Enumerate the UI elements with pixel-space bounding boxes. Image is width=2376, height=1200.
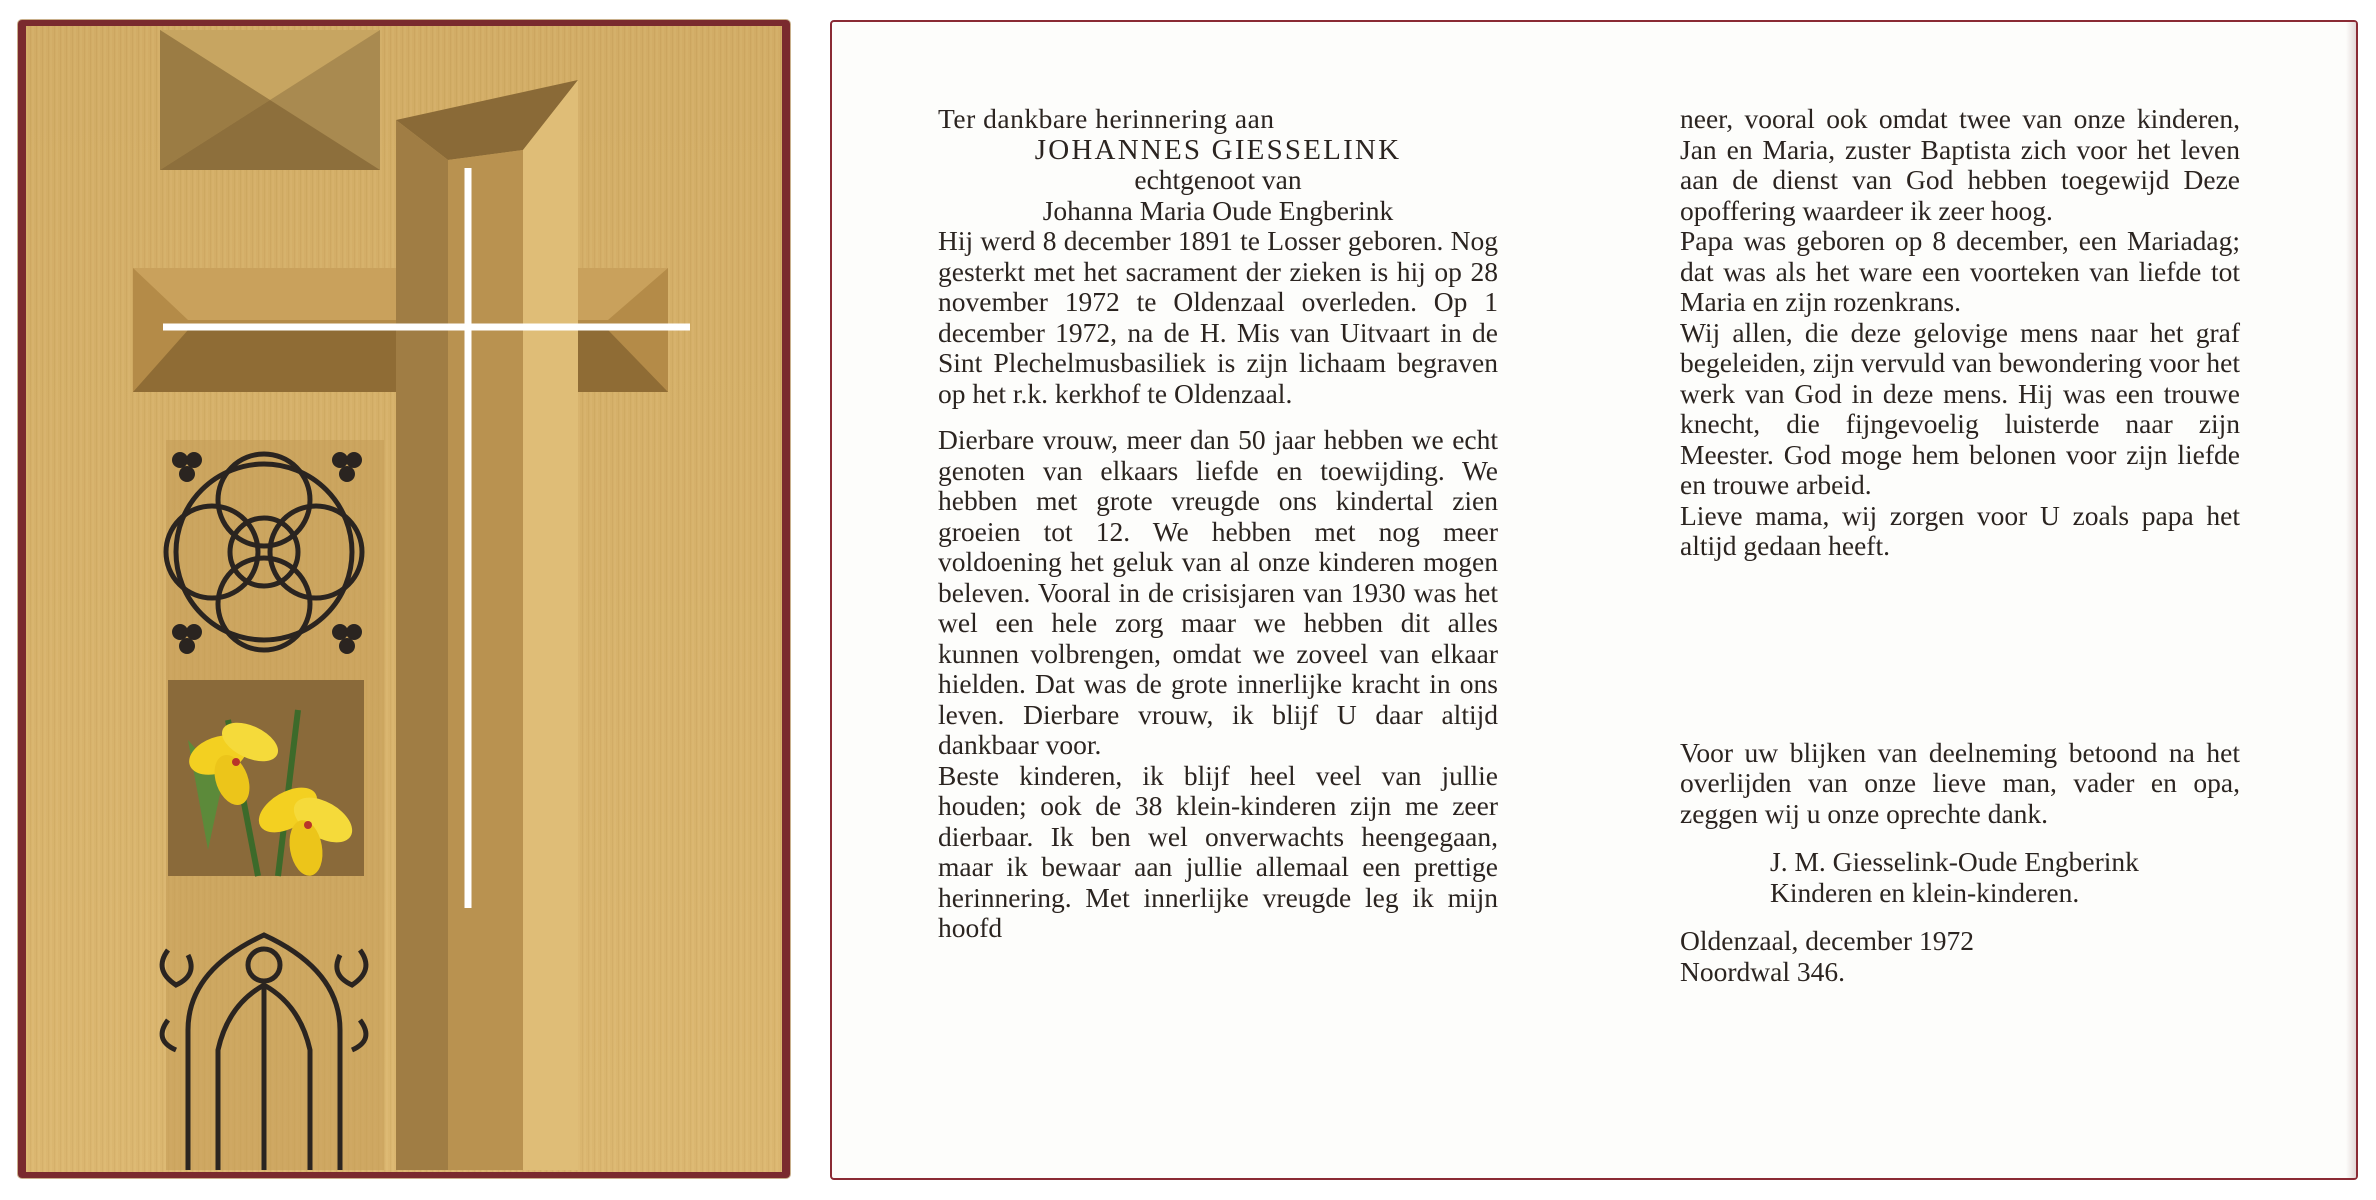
- thanks-paragraph: Voor uw blijken van deelneming betoond na het overlijden van onze lieve man, vader en opa, zeggen wij u onze oprechte dank.: [1680, 736, 2240, 829]
- spouse-name: Johanna Maria Oude Engberink: [1042, 194, 1394, 226]
- children-paragraph: Beste kinderen, ik blijf heel veel van jullie houden; ook de 38 klein-kinderen zijn me zeer dierbaar. Ik ben wel onverwachts heengegaan, maar ik bewaar aan jullie allemaal een prettige herinnering. Met innerlijke vreugde leg ik mijn hoofd: [938, 759, 1498, 943]
- right-text-column: [1680, 104, 2240, 987]
- tribute-paragraph: Wij allen, die deze gelovige mens naar het graf begeleiden, zijn vervuld van bewondering voor het werk van God in deze mens. Hij was een trouwe knecht, die fijngevoelig luisterde naar zijn Meester. God moge hem belonen voor zijn liefde en trouwe arbeid.: [1680, 316, 2240, 500]
- mama-paragraph: Lieve mama, wij zorgen voor U zoals papa het altijd gedaan heeft.: [1680, 499, 2240, 561]
- text-card: [830, 20, 2358, 1180]
- card-edge-shadow: [2346, 22, 2356, 1178]
- signature-line-1: J. M. Giesselink-Oude Engberink: [1770, 846, 2139, 877]
- intro-line: Ter dankbare herinnering aan: [938, 103, 1275, 134]
- cross-illustration: [18, 20, 790, 1178]
- wife-paragraph: Dierbare vrouw, meer dan 50 jaar hebben we echt genoten van elkaars liefde en toewijding. We hebben met grote vreugde ons kindertal zien groeien tot 12. We hebben met nog meer voldoening het geluk van al onze kinderen mogen beleven. Vooral in de crisisjaren van 1930 was het wel een hele zorg maar we hebben dit alles kunnen volbrengen, omdat we zoveel van elkaar hielden. Dat was de grote innerlijke kracht in ons leven. Dierbare vrouw, ik blijf U daar altijd dankbaar voor.: [938, 424, 1498, 760]
- address: Noordwal 346.: [1680, 955, 1845, 987]
- place-date: Oldenzaal, december 1972: [1680, 925, 1974, 956]
- signature-block: [1680, 847, 2240, 908]
- dedication-paragraph: neer, vooral ook omdat twee van onze kinderen, Jan en Maria, zuster Baptista zich voor het leven aan de dienst van God hebben toegewijd Deze opoffering waardeer ik zeer hoog.: [1680, 103, 2240, 226]
- signature-line-2: Kinderen en klein-kinderen.: [1770, 876, 2080, 908]
- picture-card: [18, 20, 790, 1178]
- biography-paragraph: Hij werd 8 december 1891 te Losser geboren. Nog gesterkt met het sacrament der zieken is hij op 28 november 1972 te Oldenzaal overleden. Op 1 december 1972, na de H. Mis van Uitvaart in de Sint Plechelmusbasiliek is zijn lichaam begraven op het r.k. kerkhof te Oldenzaal.: [938, 225, 1498, 409]
- left-text-column: [938, 104, 1498, 944]
- spouse-intro: echtgenoot van: [1134, 164, 1302, 195]
- place-date-block: [1680, 926, 2240, 987]
- mariadag-paragraph: Papa was geboren op 8 december, een Mariadag; dat was als het ware een voorteken van liefde tot Maria en zijn rozenkrans.: [1680, 225, 2240, 317]
- deceased-name: JOHANNES GIESSELINK: [1034, 133, 1402, 166]
